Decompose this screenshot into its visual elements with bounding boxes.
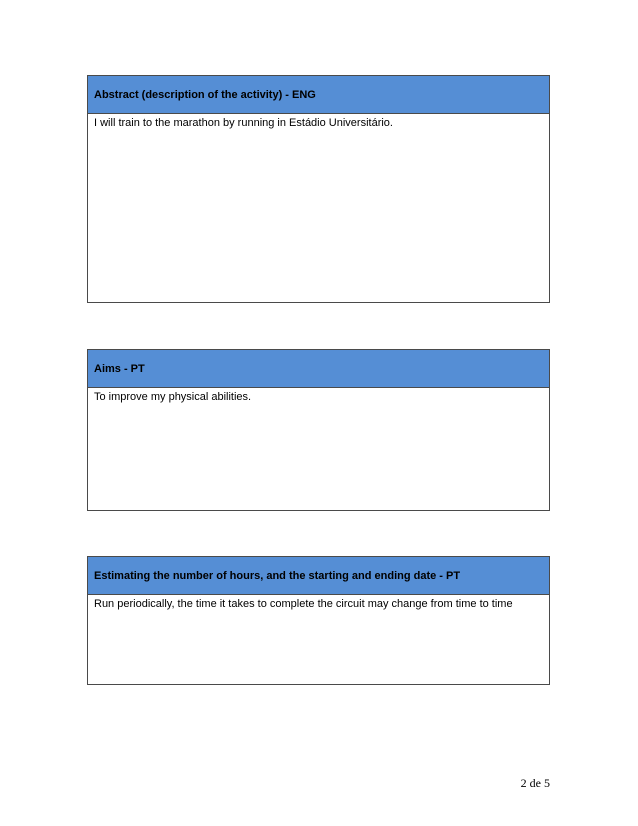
- estimate-header: Estimating the number of hours, and the starting and ending date - PT: [88, 557, 549, 595]
- page-number: 2 de 5: [520, 776, 550, 790]
- abstract-header: Abstract (description of the activity) - ENG: [88, 76, 549, 114]
- abstract-section: [87, 75, 550, 303]
- abstract-content: I will train to the marathon by running in Estádio Universitário.: [94, 117, 393, 129]
- estimate-section: [87, 556, 550, 685]
- aims-content: To improve my physical abilities.: [94, 391, 252, 403]
- aims-header: Aims - PT: [88, 350, 549, 388]
- estimate-content: Run periodically, the time it takes to complete the circuit may change from time to time: [94, 598, 513, 610]
- aims-section: [87, 349, 550, 511]
